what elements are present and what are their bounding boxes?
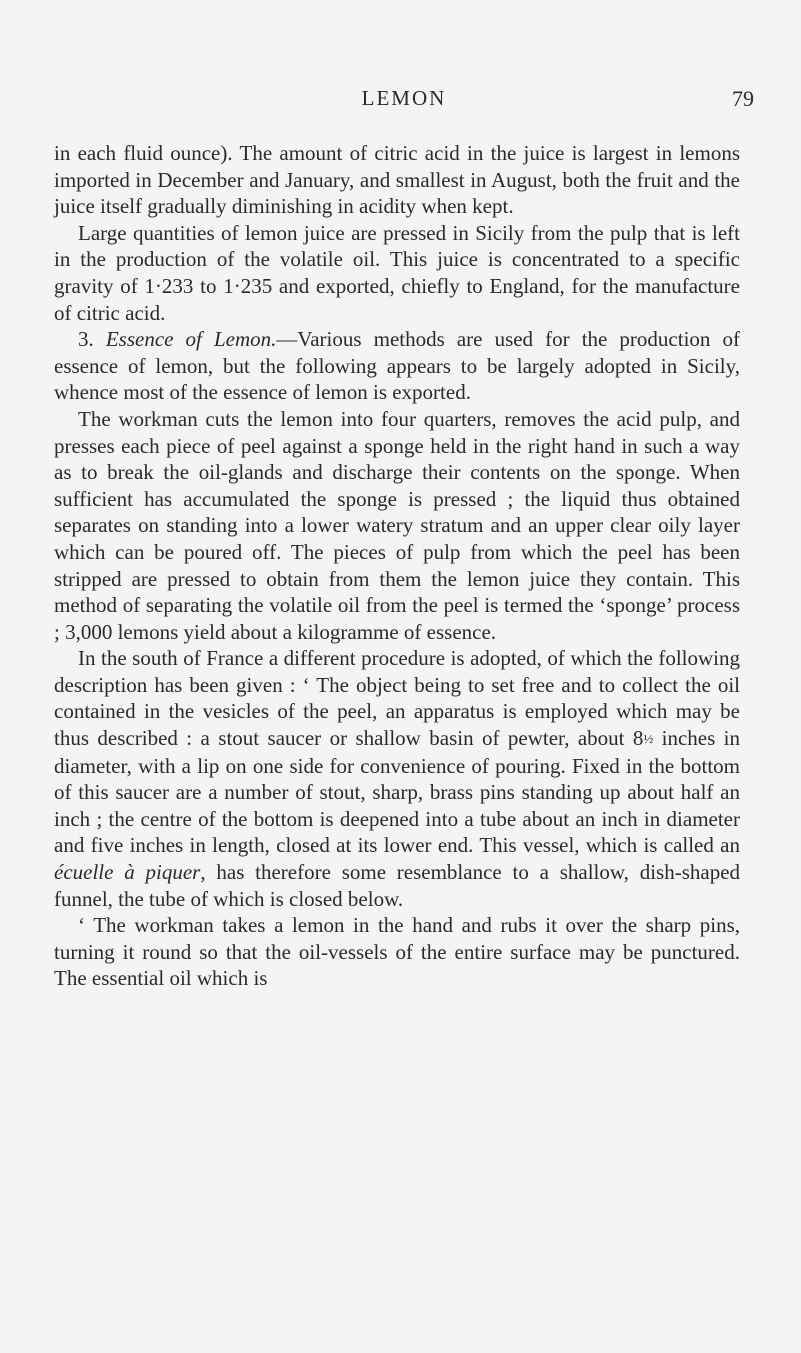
running-title: LEMON [361,86,447,110]
body-text [54,140,740,992]
paragraph-5 [54,645,740,912]
paragraph-1 [54,140,740,220]
paragraph-4-text: The workman cuts the lemon into four quarters, removes the acid pulp, and presses each piece of peel against a sponge held in the right hand in such a way as to break the oil-glands and discharge their contents on the sponge. When sufficient has accumulated the sponge is pressed ; the liquid thus obtained separates on standing into a lower watery stratum and an upper clear oily layer which can be poured off. The pieces of pulp from which the peel has been stripped are pressed to obtain from them the lemon juice they contain. This method of separating the volatile oil from the peel is termed the ‘sponge’ process ; 3,000 lemons yield about a kilogramme of essence. [54,406,740,644]
italic-term: écuelle à piquer [54,860,201,885]
running-header [54,86,754,116]
paragraph-6 [54,912,740,992]
paragraph-5-text-before: In the south of France a different procedure is adopted, of which the following description has been given : ‘ The object being to set free and to collect the oil contained in the vesicles of the peel, an apparatus is employed which may be thus described : a stout saucer or shallow basin of pewter, about 8 [54,646,740,751]
paragraph-5-text-after: , has therefore some resemblance to a shallow, dish-shaped funnel, the tube of which is closed below. [54,860,741,911]
fraction-half: ½ [643,731,654,747]
paragraph-4 [54,406,740,645]
paragraph-3-text: —Various methods are used for the production of essence of lemon, but the following appears to be largely adopted in Sicily, whence most of the essence of lemon is exported. [54,327,740,405]
paragraph-6-text: ‘ The workman takes a lemon in the hand and rubs it over the sharp pins, turning it round so that the oil-vessels of the entire surface may be punctured. The essential oil which is [54,913,740,991]
paragraph-2 [54,220,740,326]
paragraph-2-text: Large quantities of lemon juice are pressed in Sicily from the pulp that is left in the production of the volatile oil. This juice is concentrated to a specific gravity of 1·233 to 1·235 and exported, chiefly to England, for the manufacture of citric acid. [54,220,740,325]
page-number: 79 [732,86,754,111]
section-heading: Essence of Lemon. [105,327,277,352]
section-number: 3. [78,327,94,352]
paragraph-3 [54,326,740,406]
paragraph-1-text: in each fluid ounce). The amount of citric acid in the juice is largest in lemons imported in December and January, and smallest in August, both the fruit and the juice itself gradually diminishing in acidity when kept. [54,141,740,219]
paragraph-5-text-middle: inches in diameter, with a lip on one side for convenience of pouring. Fixed in the bottom of this saucer are a number of stout, sharp, brass pins standing up about half an inch ; the centre of the bottom is deepened into a tube about an inch in diameter and five inches in length, closed at its lower end. This vessel, which is called an [54,726,741,858]
